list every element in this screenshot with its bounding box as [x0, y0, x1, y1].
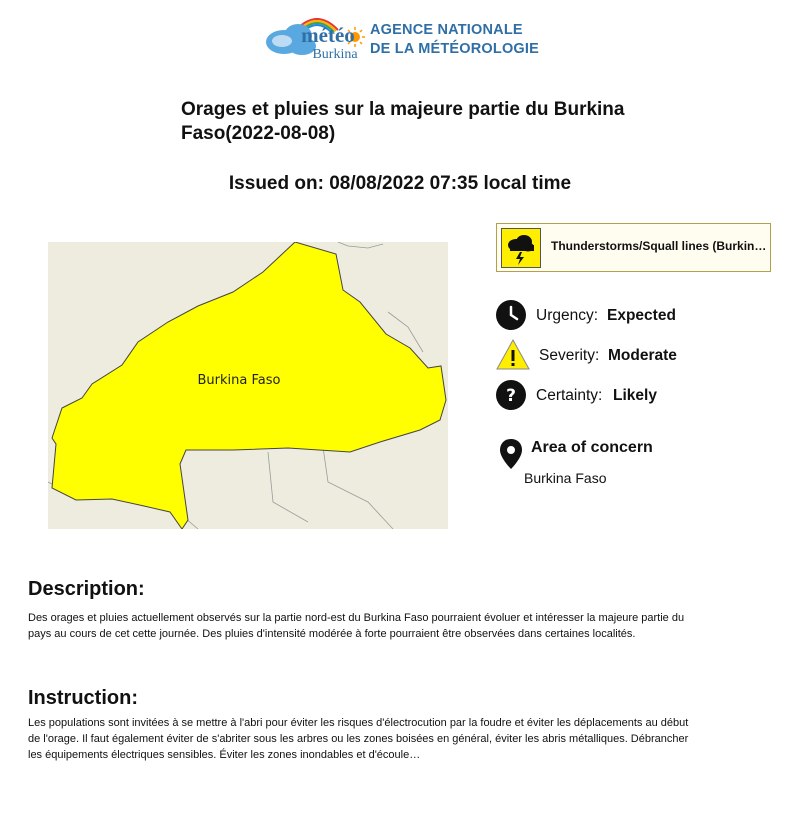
agency-logo — [262, 10, 542, 66]
thunderstorm-icon — [501, 228, 541, 268]
certainty-label: Certainty: — [536, 387, 603, 404]
svg-text:?: ? — [506, 386, 516, 406]
agency-name-line2: DE LA MÉTÉOROLOGIE — [370, 41, 540, 57]
area-of-concern-value: Burkina Faso — [524, 470, 607, 486]
instruction-text: Les populations sont invitées à se mettre à l'abri pour éviter les risques d'électrocution par la foudre et éviter les déplacements au début de l'orage. Il faut également éviter de s'abriter sous les arbres ou les zones boisées en général, éviter les abris métalliques. Débrancher les équipements électriques sensibles. Éviter les zones inondables et d'écoule… — [28, 717, 689, 761]
alert-map — [48, 242, 448, 529]
question-icon — [496, 380, 526, 410]
description-heading: Description: — [28, 578, 145, 600]
severity-label: Severity: — [539, 347, 600, 364]
event-label: Thunderstorms/Squall lines (Burkin… — [551, 239, 767, 253]
description-text: Des orages et pluies actuellement observés sur la partie nord-est du Burkina Faso pourraient évoluer et intéresser la majeure partie du pays au cours de cet cette journée. Des pluies d'intensité modérée à forte pourraient être observées dans certaines localités. — [28, 612, 685, 640]
logo-brand-text: météo — [301, 23, 355, 47]
certainty-value: Likely — [613, 387, 657, 404]
agency-name-line1: AGENCE NATIONALE — [370, 22, 523, 38]
alert-title: Orages et pluies sur la majeure partie du Burkina Faso(2022-08-08) — [181, 99, 625, 144]
urgency-value: Expected — [607, 307, 676, 324]
instruction-heading: Instruction: — [28, 687, 138, 709]
area-of-concern-title: Area of concern — [531, 439, 653, 456]
event-box — [496, 223, 771, 272]
urgency-label: Urgency: — [536, 307, 599, 324]
severity-value: Moderate — [608, 347, 677, 364]
warning-icon — [496, 339, 530, 371]
cloud-sun-rainbow-logo — [262, 10, 372, 66]
location-pin-icon — [498, 438, 524, 470]
map-country-label: Burkina Faso — [197, 373, 281, 388]
logo-country-text: Burkina — [312, 47, 358, 62]
agency-name — [370, 21, 539, 59]
issued-date: Issued on: 08/08/2022 07:35 local time — [228, 173, 572, 194]
clock-icon — [496, 300, 526, 330]
